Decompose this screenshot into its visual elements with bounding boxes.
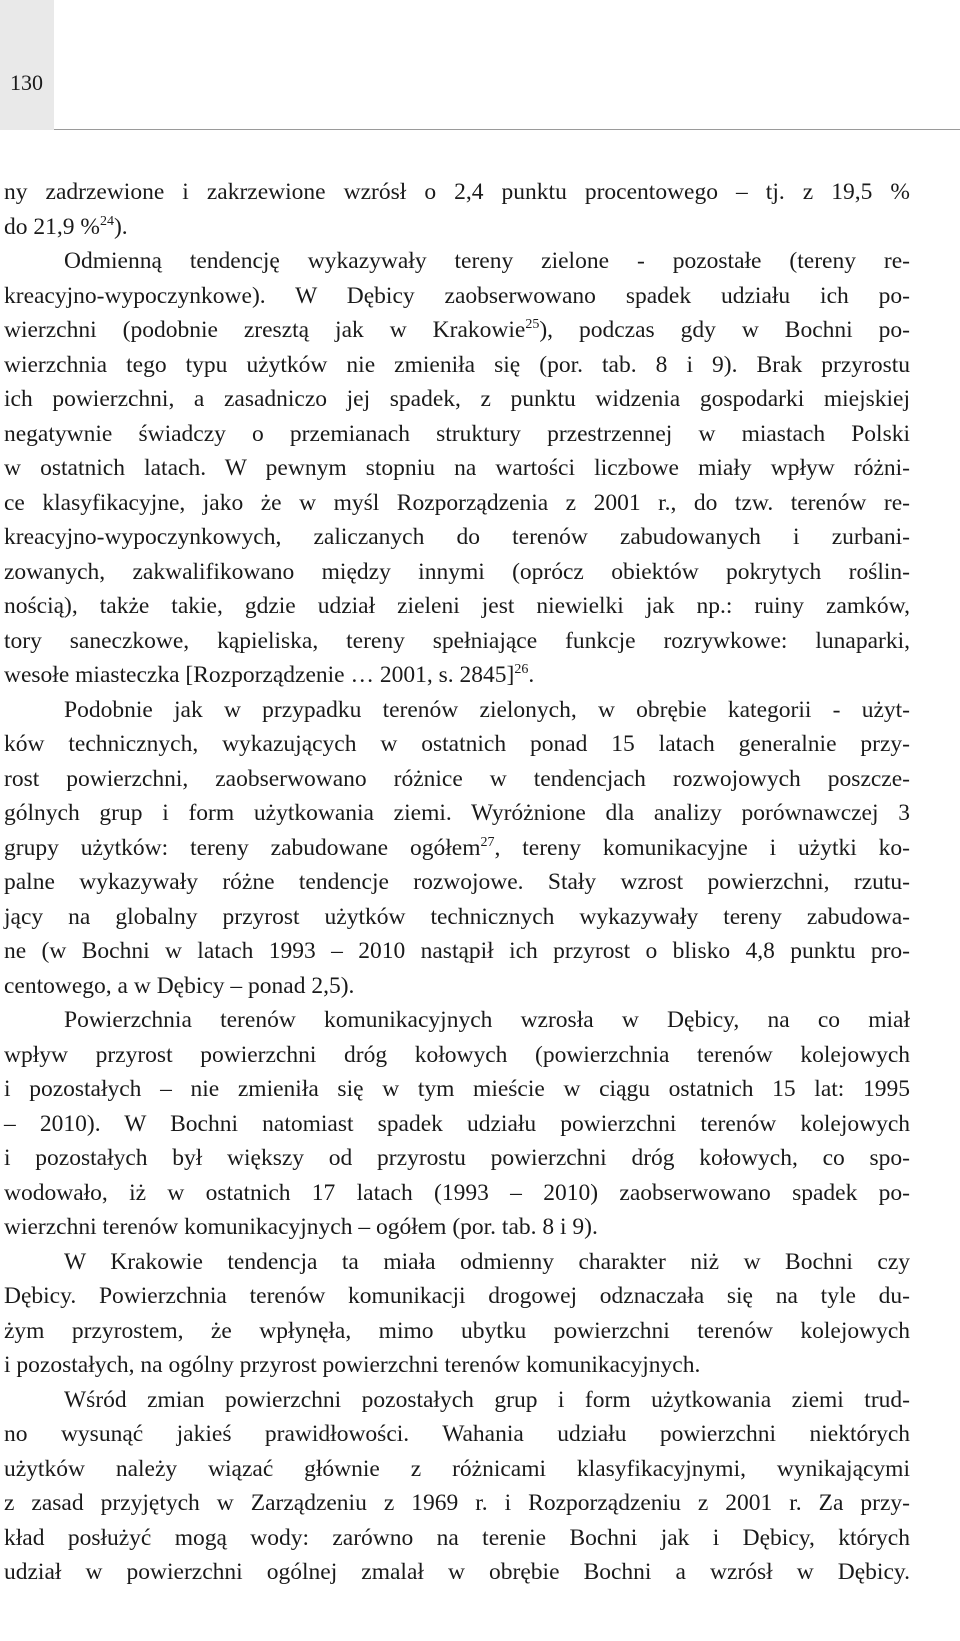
text-line [4, 1176, 910, 1211]
footnote-ref: 26 [514, 662, 529, 677]
text-line [4, 865, 910, 900]
text-line [4, 1210, 910, 1245]
footnote-ref: 27 [480, 834, 495, 850]
line-text: ny zadrzewione i zakrzewione wzrósł o 2,4 punktu procentowego – tj. z 19,5 % [4, 179, 910, 205]
line-text: no wysunąć jakieś prawidłowości. Wahania udziału powierzchni niektórych [4, 1421, 910, 1447]
text-line [4, 1038, 910, 1073]
line-text: i pozostałych – nie zmieniła się w tym mieście w ciągu ostatnich 15 lat: 1995 [4, 1076, 910, 1102]
text-line [4, 451, 910, 486]
paragraph [4, 175, 910, 244]
text-line [4, 796, 910, 831]
text-line [4, 1245, 910, 1280]
text-line [4, 1417, 910, 1452]
line-text: wodowało, iż w ostatnich 17 latach (1993 – 2010) zaobserwowano spadek po- [4, 1179, 910, 1206]
line-text: wesołe miasteczka [Rozporządzenie … 2001, s. 2845] [4, 662, 515, 688]
line-text: negatywnie świadczy o przemianach struktury przestrzennej w miastach Polski [4, 420, 910, 447]
text-line [4, 279, 910, 314]
text-line [4, 417, 910, 452]
line-text: żym przyrostem, że wpłynęła, mimo ubytku powierzchni terenów kolejowych [4, 1317, 910, 1344]
line-text-after: ). [113, 213, 128, 240]
text-line [4, 1348, 910, 1383]
line-text: gólnych grup i form użytkowania ziemi. Wyróżnione dla analizy porównawczej 3 [4, 800, 910, 826]
text-line [4, 1072, 910, 1107]
line-text: ne (w Bochni w latach 1993 – 2010 nastąpił ich przyrost o blisko 4,8 punktu pro- [4, 938, 910, 964]
text-line [4, 244, 910, 279]
line-text: Powierzchnia terenów komunikacyjnych wzrosła w Dębicy, na co miał [64, 1007, 910, 1033]
line-text: kład posłużyć mogą wody: zarówno na terenie Bochni jak i Dębicy, których [4, 1524, 910, 1551]
text-line [4, 348, 910, 383]
text-line [4, 1486, 910, 1521]
line-text: jący na globalny przyrost użytków technicznych wykazywały tereny zabudowa- [4, 903, 910, 930]
line-text: nością), także takie, gdzie udział zieleni jest niewielki jak np.: ruiny zamków, [4, 593, 910, 619]
text-line [4, 969, 910, 1004]
line-text: wierzchni terenów komunikacyjnych – ogółem (por. tab. 8 i 9). [4, 1214, 598, 1240]
line-text: udział w powierzchni ogólnej zmalał w obrębie Bochni a wzrósł w Dębicy. [4, 1559, 910, 1585]
footnote-ref: 25 [525, 317, 540, 332]
line-text: wierzchnia tego typu użytków nie zmieniła się (por. tab. 8 i 9). Brak przyrostu [4, 351, 910, 378]
text-line [4, 589, 910, 624]
line-text: i pozostałych był większy od przyrostu powierzchni dróg kołowych, co spo- [4, 1145, 910, 1171]
line-text: grupy użytków: tereny zabudowane ogółem [4, 834, 481, 861]
text-line [4, 624, 910, 659]
line-text: wierzchni (podobnie zresztą jak w Krakowie [4, 317, 526, 343]
line-text: ków technicznych, wykazujących w ostatnich ponad 15 latach generalnie przy- [4, 731, 910, 757]
paragraph [4, 1003, 910, 1245]
line-text: ce klasyfikacyjne, jako że w myśl Rozporządzenia z 2001 r., do tzw. terenów re- [4, 489, 910, 516]
line-text: użytków należy wiązać głównie z różnicami klasyfikacyjnymi, wynikającymi [4, 1455, 910, 1482]
page-number: 130 [10, 70, 43, 95]
text-line [4, 382, 910, 417]
paragraph [4, 1245, 910, 1383]
text-line [4, 486, 910, 521]
paragraph [4, 244, 910, 693]
line-text: do 21,9 % [4, 213, 100, 240]
line-text: i pozostałych, na ogólny przyrost powierzchni terenów komunikacyjnych. [4, 1352, 701, 1378]
text-line [4, 762, 910, 797]
text-line [4, 693, 910, 728]
line-text: palne wykazywały różne tendencje rozwojowe. Stały wzrost powierzchni, rzutu- [4, 869, 910, 895]
header-rule [54, 129, 960, 130]
text-line [4, 1452, 910, 1487]
paragraph [4, 1383, 910, 1590]
line-text: w ostatnich latach. W pewnym stopniu na wartości liczbowe miały wpływ różni- [4, 455, 910, 481]
text-line [4, 934, 910, 969]
text-line [4, 1003, 910, 1038]
text-line [4, 900, 910, 935]
text-line [4, 1555, 910, 1590]
paragraph [4, 693, 910, 1004]
text-line [4, 210, 910, 245]
line-text: W Krakowie tendencja ta miała odmienny charakter niż w Bochni czy [64, 1248, 910, 1275]
line-text: kreacyjno-wypoczynkowych, zaliczanych do terenów zabudowanych i zurbani- [4, 524, 910, 550]
text-line [4, 313, 910, 348]
line-text: zowanych, zakwalifikowano między innymi (oprócz obiektów pokrytych roślin- [4, 558, 910, 585]
page-number-box [0, 0, 54, 130]
text-line [4, 555, 910, 590]
text-line [4, 1107, 910, 1142]
text-line [4, 1521, 910, 1556]
text-line [4, 831, 910, 866]
text-line [4, 1383, 910, 1418]
line-text: Podobnie jak w przypadku terenów zielonych, w obrębie kategorii - użyt- [64, 696, 910, 723]
line-text: Odmienną tendencję wykazywały tereny zielone - pozostałe (tereny re- [64, 248, 910, 274]
line-text-after: . [528, 662, 535, 688]
text-line [4, 1279, 910, 1314]
line-text: Dębicy. Powierzchnia terenów komunikacji drogowej odznaczała się na tyle du- [4, 1283, 910, 1309]
line-text-after: ), podczas gdy w Bochni po- [539, 317, 910, 343]
line-text: centowego, a w Dębicy – ponad 2,5). [4, 972, 355, 999]
line-text: rost powierzchni, zaobserwowano różnice w tendencjach rozwojowych poszcze- [4, 765, 910, 792]
line-text: tory saneczkowe, kąpieliska, tereny spełniające funkcje rozrywkowe: lunaparki, [4, 627, 910, 654]
line-text-after: , tereny komunikacyjne i użytki ko- [494, 834, 911, 861]
line-text: ich powierzchni, a zasadniczo jej spadek, z punktu widzenia gospodarki miejskiej [4, 386, 910, 412]
line-text: wpływ przyrost powierzchni dróg kołowych (powierzchnia terenów kolejowych [4, 1041, 910, 1068]
text-line [4, 1314, 910, 1349]
text-line [4, 1141, 910, 1176]
line-text: – 2010). W Bochni natomiast spadek udziału powierzchni terenów kolejowych [4, 1110, 910, 1137]
line-text: kreacyjno-wypoczynkowe). W Dębicy zaobserwowano spadek udziału ich po- [4, 282, 910, 309]
text-line [4, 520, 910, 555]
line-text: Wśród zmian powierzchni pozostałych grup i form użytkowania ziemi trud- [64, 1386, 910, 1413]
footnote-ref: 24 [99, 213, 114, 229]
line-text: z zasad przyjętych w Zarządzeniu z 1969 r. i Rozporządzeniu z 2001 r. Za przy- [4, 1490, 910, 1516]
text-line [4, 727, 910, 762]
text-line [4, 658, 910, 693]
text-line [4, 175, 910, 210]
body-text [4, 175, 910, 1590]
